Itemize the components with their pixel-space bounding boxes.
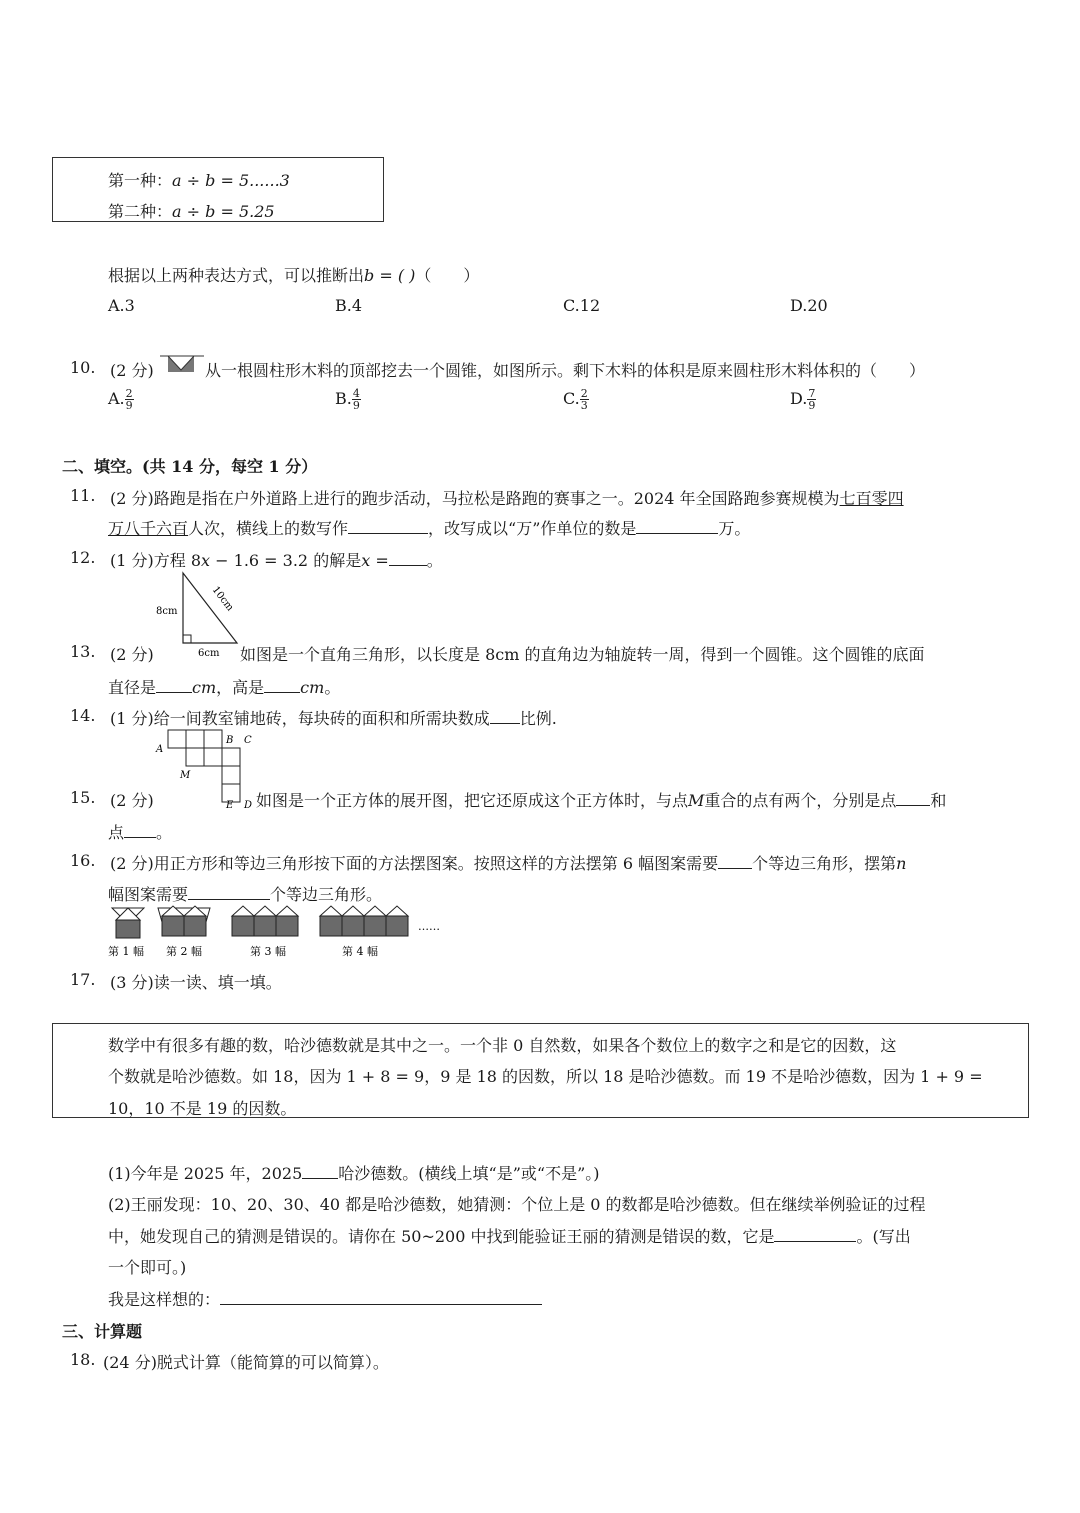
expression-line-1: 第一种：a ÷ b = 5......3 xyxy=(108,171,290,190)
q13-line-2: 直径是 cm，高是 cm。 xyxy=(108,678,341,697)
q9-option-a: A.3 xyxy=(108,296,135,315)
net-point-m: M xyxy=(180,770,191,781)
triangle-side-label: 8cm xyxy=(156,606,178,617)
pattern-1 xyxy=(112,908,144,938)
net-point-a: A xyxy=(156,744,164,755)
q11-number: 11. xyxy=(70,486,96,505)
q17-part-2-line-2: 中，她发现自己的猜测是错误的。请你在 50~200 中找到能验证王丽的猜测是错误的数，它是 。(写出 xyxy=(108,1227,911,1246)
expression-line-2: 第二种：a ÷ b = 5.25 xyxy=(108,202,275,221)
q17-stem: (3 分)读一读、填一填。 xyxy=(110,973,282,992)
q15-score: (2 分) xyxy=(110,791,154,810)
q17-part-3: 我是这样想的： xyxy=(108,1287,542,1310)
net-point-c: C xyxy=(244,735,252,746)
q13-score: (2 分) xyxy=(110,645,154,664)
triangle-pattern-figure xyxy=(106,904,446,962)
q9-option-d: D.20 xyxy=(790,296,828,315)
q15-line-1: 如图是一个正方体的展开图，把它还原成这个正方体时，与点M重合的点有两个，分别是点 和 xyxy=(256,791,947,810)
q9-option-b: B.4 xyxy=(335,296,363,315)
q15-line-2: 点 。 xyxy=(108,823,173,842)
q17-number: 17. xyxy=(70,970,96,989)
section-3-title: 三、计算题 xyxy=(62,1322,143,1341)
cylinder-cone-figure xyxy=(160,352,204,376)
pattern-3 xyxy=(232,906,298,936)
q10-number: 10. xyxy=(70,358,96,377)
q17-part-2-line-1: (2)王丽发现：10、20、30、40 都是哈沙德数，她猜测：个位上是 0 的数都是哈沙德数。但在继续举例验证的过程 xyxy=(108,1195,926,1214)
q10-option-d: D. $\frac{7}{9}$ xyxy=(790,387,816,412)
pattern-ellipsis: …… xyxy=(418,920,440,933)
q17-part-1: (1)今年是 2025 年，2025 哈沙德数。(横线上填“是”或“不是”。) xyxy=(108,1164,600,1183)
pattern-2 xyxy=(158,906,210,936)
q10-option-c: C. $\frac{2}{3}$ xyxy=(563,387,588,412)
triangle-hyp-label: 10cm xyxy=(209,584,236,614)
q18-number: 18. xyxy=(70,1350,96,1369)
q14-number: 14. xyxy=(70,706,96,725)
q17-part-2-line-3: 一个即可。) xyxy=(108,1258,187,1277)
pattern-caption-4: 第 4 幅 xyxy=(342,945,378,958)
q12-number: 12. xyxy=(70,548,96,567)
q10-stem: 从一根圆柱形木料的顶部挖去一个圆锥，如图所示。剩下木料的体积是原来圆柱形木料体积的（ ） xyxy=(205,361,926,380)
q16-line-1: (2 分)用正方形和等边三角形按下面的方法摆图案。按照这样的方法摆第 6 幅图案需要 个等边三角形，摆第n xyxy=(110,854,907,873)
harshad-box-line-1: 数学中有很多有趣的数，哈沙德数就是其中之一。一个非 0 自然数，如果各个数位上的数字之和是它的因数，这 xyxy=(108,1036,897,1055)
q10-score: (2 分) xyxy=(110,361,154,380)
cube-net-figure xyxy=(150,728,260,808)
net-point-b: B xyxy=(226,735,234,746)
pattern-caption-3: 第 3 幅 xyxy=(250,945,286,958)
pattern-caption-1: 第 1 幅 xyxy=(108,945,144,958)
q15-number: 15. xyxy=(70,788,96,807)
q14-line: (1 分)给一间教室铺地砖，每块砖的面积和所需块数成 比例. xyxy=(110,709,557,728)
section-2-title: 二、填空。(共 14 分，每空 1 分） xyxy=(62,457,318,476)
pattern-4 xyxy=(320,906,408,936)
q13-number: 13. xyxy=(70,642,96,661)
q9-stem: 根据以上两种表达方式，可以推断出b = ( )（ ） xyxy=(108,266,480,285)
q16-number: 16. xyxy=(70,851,96,870)
pattern-caption-2: 第 2 幅 xyxy=(166,945,202,958)
harshad-box-line-3: 10，10 不是 19 的因数。 xyxy=(108,1099,297,1118)
q11-line-2: 万八千六百人次，横线上的数写作 ，改写成以“万”作单位的数是 万。 xyxy=(108,519,751,538)
right-triangle-figure xyxy=(155,570,245,660)
q18-stem: (24 分)脱式计算（能简算的可以简算）。 xyxy=(103,1353,389,1372)
q10-option-a: A. $\frac{2}{9}$ xyxy=(108,387,133,412)
q13-line-1: 如图是一个直角三角形，以长度是 8cm 的直角边为轴旋转一周，得到一个圆锥。这个圆锥的底面 xyxy=(240,645,925,664)
q16-line-2: 幅图案需要 个等边三角形。 xyxy=(108,885,383,904)
q10-option-b: B. $\frac{4}{9}$ xyxy=(335,387,360,412)
net-point-d: D xyxy=(244,800,253,808)
q12-line: (1 分)方程 8x − 1.6 = 3.2 的解是x = 。 xyxy=(110,551,443,570)
q9-option-c: C.12 xyxy=(563,296,601,315)
net-point-e: E xyxy=(226,800,234,808)
harshad-box-line-2: 个数就是哈沙德数。如 18，因为 1 + 8 = 9，9 是 18 的因数，所以 18 是哈沙德数。而 19 不是哈沙德数，因为 1 + 9 = xyxy=(108,1067,983,1086)
q11-line-1: (2 分)路跑是指在户外道路上进行的跑步活动，马拉松是路跑的赛事之一。2024 年全国路跑参赛规模为七百零四 xyxy=(110,489,904,508)
triangle-base-label: 6cm xyxy=(198,648,220,659)
